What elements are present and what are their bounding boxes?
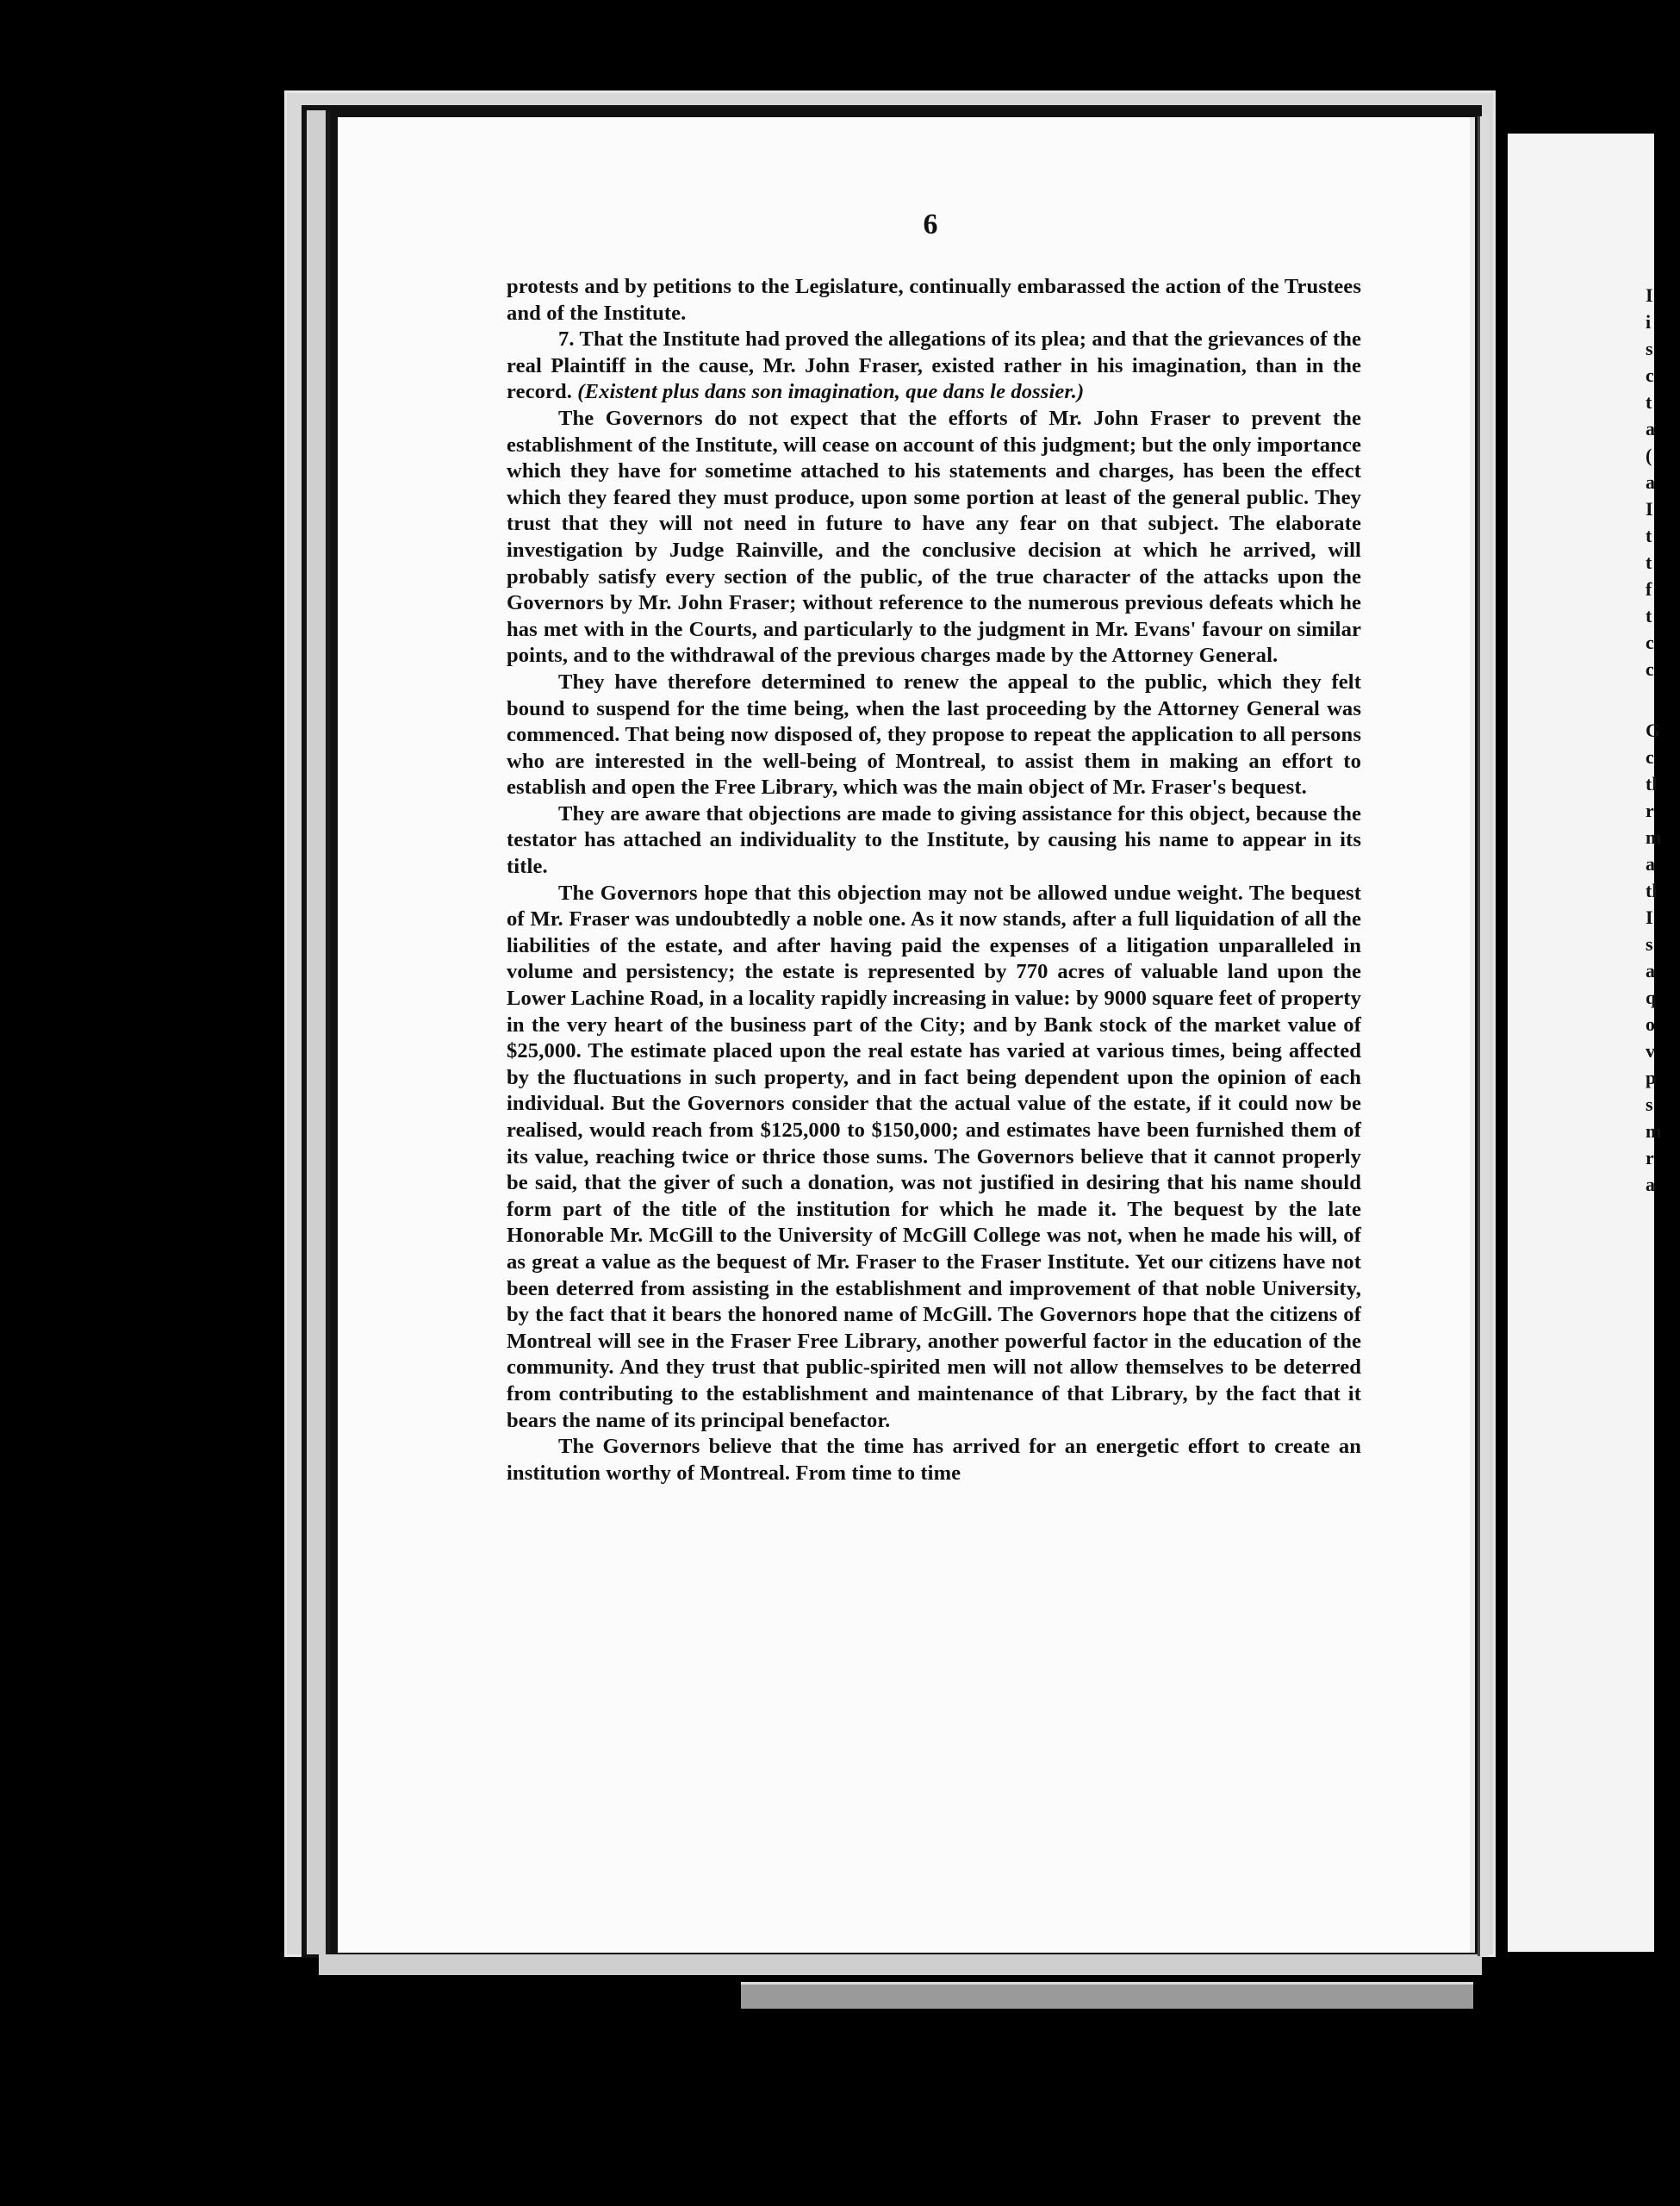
facing-page-fragment: a	[1646, 960, 1655, 981]
facing-page-fragment: I	[1646, 907, 1653, 928]
paragraph	[507, 801, 1361, 881]
facing-page-fragment: G	[1646, 720, 1661, 741]
facing-page-fragment: t	[1646, 605, 1652, 626]
facing-page-fragment: m	[1646, 1120, 1662, 1142]
facing-page-fragment: a	[1646, 471, 1655, 493]
italic-quote: (Existent plus dans son imagination, que dans le dossier.)	[577, 380, 1085, 404]
facing-page-fragment: v	[1646, 1040, 1655, 1062]
facing-page-fragment: s	[1646, 1094, 1653, 1115]
facing-page-fragment: i	[1646, 311, 1652, 333]
facing-page-fragment: I	[1646, 498, 1653, 520]
paragraph	[507, 327, 1361, 406]
paragraph-text: protests and by petitions to the Legislature, continually embarassed the action of the Trustees and of the Institute.	[507, 275, 1361, 325]
facing-page-fragment: a	[1646, 853, 1655, 875]
facing-page-fragment: o	[1646, 1013, 1655, 1035]
page-stack-edge	[307, 110, 330, 1954]
facing-page-fragment: s	[1646, 338, 1653, 359]
facing-page-fragment: tl	[1646, 880, 1658, 901]
facing-page-fragment: r	[1646, 1147, 1654, 1168]
facing-page-fragment: a	[1646, 1174, 1655, 1195]
page-bottom-edge	[319, 1954, 1482, 1975]
facing-page-fragment: f	[1646, 578, 1652, 600]
facing-page-fragment: m	[1646, 826, 1662, 848]
facing-page-fragment: t	[1646, 391, 1652, 413]
facing-page-fragment: c	[1646, 365, 1654, 386]
paragraph-text: The Governors believe that the time has arrived for an energetic effort to create an institution worthy of Montreal. From time to time	[507, 1435, 1361, 1485]
paragraph	[507, 274, 1361, 327]
facing-page-fragment: q	[1646, 987, 1657, 1008]
facing-page	[1508, 134, 1662, 1952]
facing-page-fragment: t	[1646, 525, 1652, 546]
facing-page-fragment: c	[1646, 746, 1654, 768]
facing-page-fragment: a	[1646, 418, 1655, 439]
paragraph	[507, 670, 1361, 801]
facing-page-fragment: I	[1646, 284, 1653, 306]
paragraph	[507, 881, 1361, 1434]
paragraph-text: 7. That the Institute had proved the allegations of its plea; and that the grievances of the real Plaintiff in the cause, Mr. John Fraser, existed rather in his imagination, than in the record.	[507, 327, 1361, 404]
page-gutter	[1478, 116, 1489, 1956]
facing-page-fragment: s	[1646, 933, 1653, 955]
paragraph-text: They are aware that objections are made to giving assistance for this object, because the testator has attached an individuality to the Institute, by causing his name to appear in its title.	[507, 801, 1361, 879]
paragraph	[507, 406, 1361, 670]
paragraph-text: They have therefore determined to renew the appeal to the public, which they felt bound to suspend for the time being, when the last proceeding by the Attorney General was commenced. That being now disposed of, they propose to repeat the application to all persons who are interested in the well-being of Montreal, to assist them in making an effort to establish and open the Free Library, which was the main object of Mr. Fraser's bequest.	[507, 670, 1361, 800]
page-body	[507, 274, 1361, 1486]
facing-page-fragment: (	[1646, 445, 1652, 466]
facing-page-fragment: c	[1646, 632, 1654, 653]
facing-page-fragment: p	[1646, 1067, 1657, 1088]
page-number: 6	[923, 209, 938, 240]
facing-page-fragment: t	[1646, 552, 1652, 573]
book-cover-edge	[741, 1982, 1473, 2009]
facing-page-fragment: tl	[1646, 773, 1658, 795]
paragraph-text: The Governors hope that this objection may not be allowed undue weight. The bequest of Mr. Fraser was undoubtedly a noble one. As it now stands, after a full liquidation of all the liabilities of the estate, and after having paid the expenses of a litigation unparalleled in volume and persistency; the estate is represented by 770 acres of valuable land upon the Lower Lachine Road, in a locality rapidly increasing in value: by 9000 square feet of property in the very heart of the business part of the City; and by Bank stock of the market value of $25,000. The estimate placed upon the real estate has varied at various times, being affected by the fluctuations in such property, and in fact being dependent upon the opinion of each individual. But the Governors consider that the actual value of the estate, if it could now be realised, would reach from $125,000 to $150,000; and estimates have been furnished them of its value, reaching twice or thrice those sums. The Governors believe that it cannot properly be said, that the giver of such a donation, was not justified in desiring that his name should form part of the title of the institution for which he made it. The bequest by the late Honorable Mr. McGill to the University of McGill College was not, when he made his will, of as great a value as the bequest of Mr. Fraser to the Fraser Institute. Yet our citizens have not been deterred from assisting in the establishment and improvement of that noble University, by the fact that it bears the honored name of McGill. The Governors hope that the citizens of Montreal will see in the Fraser Free Library, another powerful factor in the education of the community. And they trust that public-spirited men will not allow themselves to be deterred from contributing to the establishment and maintenance of that Library, by the fact that it bears the name of its principal benefactor.	[507, 881, 1361, 1432]
paragraph-text: The Governors do not expect that the efforts of Mr. John Fraser to prevent the establishment of the Institute, will cease on account of this judgment; but the only importance which they have for sometime attached to his statements and charges, has been the effect which they feared they must produce, upon some portion at least of the general public. They trust that they will not need in future to have any fear on that subject. The elaborate investigation by Judge Rainville, and the conclusive decision at which he arrived, will probably satisfy every section of the public, of the true character of the attacks upon the Governors by Mr. John Fraser; without reference to the numerous previous defeats which he has met with in the Courts, and particularly to the judgment in Mr. Evans' favour on similar points, and to the withdrawal of the previous charges made by the Attorney General.	[507, 406, 1361, 668]
facing-page-fragment: r	[1646, 800, 1654, 821]
paragraph	[507, 1434, 1361, 1486]
facing-page-fragment: c	[1646, 658, 1654, 680]
